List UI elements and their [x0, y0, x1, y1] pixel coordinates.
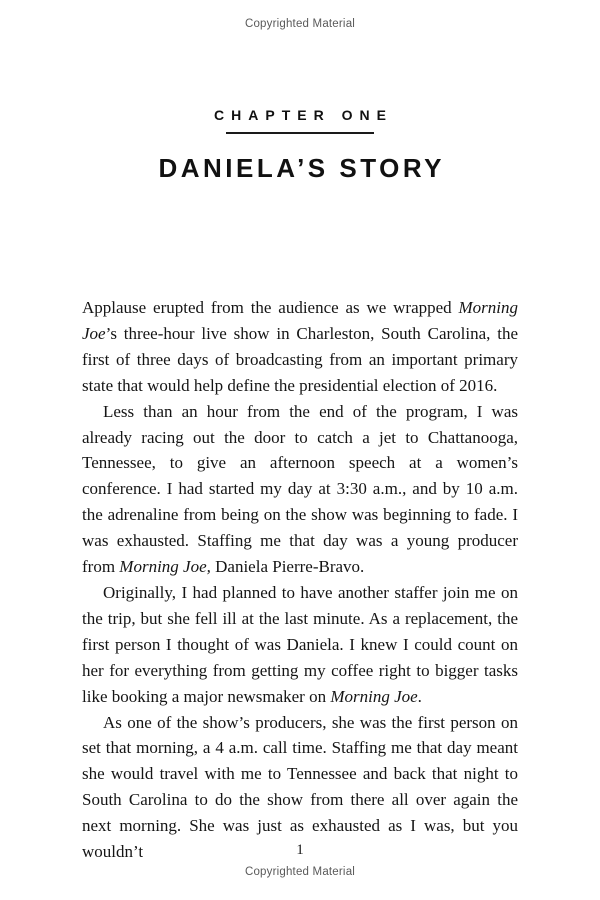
page-number: 1	[296, 842, 304, 858]
text-segment: Less than an hour from the end of the program, I was already racing out the door to catch a jet to Chattanooga, Tennessee, to give an afternoon speech at a women’s conference. I had started my day at 3:30 a.m., and by 10 a.m. the adrenaline from being on the show was beginning to fade. I was exhausted. Staffing me that day was a young producer from	[82, 401, 518, 577]
text-segment: .	[417, 686, 422, 706]
body-text	[82, 295, 518, 865]
body-paragraph	[82, 580, 518, 710]
chapter-label: CHAPTER ONE	[214, 107, 393, 123]
italic-text-segment: Morning Joe,	[119, 557, 211, 577]
copyright-notice-bottom: Copyrighted Material	[244, 866, 356, 878]
body-paragraph	[82, 295, 518, 399]
text-segment: As one of the show’s producers, she was the first person on set that morning, a 4 a.m. call time. Staffing me that day meant she would travel with me to Tennessee and back that night to South Carolina to do the show from there all over again the next morning. She was just as exhausted as I was, but you wouldn’t	[82, 712, 518, 862]
italic-text-segment: Morning Joe	[82, 298, 518, 343]
chapter-title: DANIELA’S STORY	[158, 153, 446, 183]
italic-text-segment: Morning Joe	[330, 686, 418, 706]
copyright-notice-top: Copyrighted Material	[244, 18, 356, 30]
text-segment: Daniela Pierre-Bravo.	[210, 557, 365, 577]
body-paragraph	[82, 399, 518, 580]
text-segment: ’s three-hour live show in Charleston, South Carolina, the first of three days of broadcasting from an important primary state that would help define the presidential election of 2016.	[82, 323, 518, 395]
text-segment: Applause erupted from the audience as we wrapped	[82, 298, 459, 317]
chapter-divider-rule	[226, 132, 374, 134]
text-segment: Originally, I had planned to have another staffer join me on the trip, but she fell ill at the last minute. As a replacement, the first person I thought of was Daniela. I knew I could count on her for everything from getting my coffee right to bigger tasks like booking a major newsmaker on	[82, 582, 518, 706]
